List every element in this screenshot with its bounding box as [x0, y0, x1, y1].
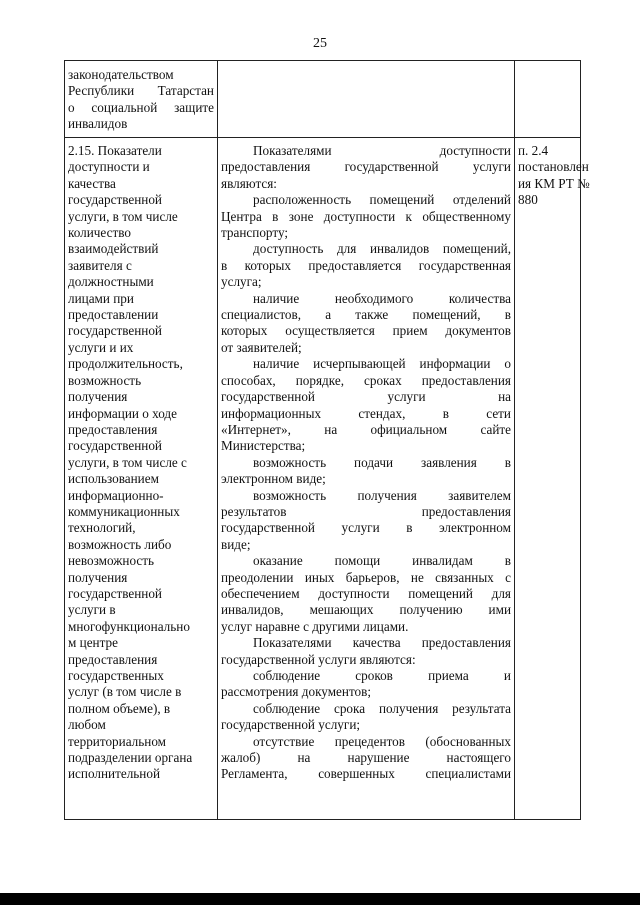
text-line: оказание помощи инвалидам в: [253, 553, 511, 569]
text-line: от заявителей;: [221, 339, 302, 355]
row1-col2-cell: [218, 61, 515, 138]
page-number: 25: [313, 36, 327, 51]
row2-col2-text: [221, 143, 511, 783]
text-line: государственной: [68, 192, 162, 208]
text-line: постановлен: [518, 159, 589, 175]
text-line: услуги, в том числе с: [68, 454, 187, 470]
row1-col1-text: [68, 67, 214, 133]
row2-col2-cell: [218, 138, 515, 820]
text-line: Показателями качества предоставления: [253, 635, 511, 651]
text-line: предоставления: [68, 421, 158, 437]
table-row: [65, 61, 581, 138]
text-line: государственной: [68, 323, 162, 339]
text-line: коммуникационных: [68, 503, 180, 519]
text-line: услуг наравне с другими лицами.: [221, 618, 409, 634]
text-line: виде;: [221, 536, 251, 552]
text-line: о социальной защите: [68, 99, 214, 115]
text-line: должностными: [68, 274, 154, 290]
regulation-table: [64, 60, 590, 820]
text-line: законодательством: [68, 67, 174, 82]
text-line: невозможность: [68, 553, 154, 569]
text-line: м центре: [68, 635, 118, 651]
text-line: Центра в зоне доступности к общественному: [221, 208, 511, 224]
text-line: специалистов, а также помещений, в: [221, 307, 511, 323]
text-line: наличие исчерпывающей информации о: [253, 356, 511, 372]
text-line: использованием: [68, 471, 159, 487]
text-line: заявителя с: [68, 257, 132, 273]
text-line: качества: [68, 175, 116, 191]
text-line: полном объеме), в: [68, 700, 171, 716]
text-line: рассмотрения документов;: [221, 684, 372, 700]
text-line: способах, порядке, сроках предоставления: [221, 372, 511, 388]
text-line: предоставлении: [68, 307, 159, 323]
text-line: соблюдение срока получения результата: [253, 700, 511, 716]
text-line: государственной услуги;: [221, 717, 361, 733]
text-line: получения: [68, 569, 128, 585]
row2-col3-cell: [515, 138, 590, 820]
row2-col1-cell: [65, 138, 218, 820]
scan-bottom-edge: [0, 893, 640, 905]
text-line: технологий,: [68, 520, 136, 536]
text-line: взаимодействий: [68, 241, 159, 257]
text-line: расположенность помещений отделений: [253, 192, 511, 208]
text-line: результатов предоставления: [221, 503, 511, 519]
text-line: государственной услуги являются:: [221, 651, 416, 667]
text-line: преодолении иных барьеров, не связанных с: [221, 569, 511, 585]
text-line: которых осуществляется прием документов: [221, 323, 511, 339]
row1-col3-cell: [515, 61, 581, 138]
text-line: услуг (в том числе в: [68, 684, 182, 700]
text-line: ия КМ РТ №: [518, 175, 590, 191]
text-line: являются:: [221, 175, 277, 191]
text-line: государственной услуги на: [221, 389, 511, 405]
text-line: информационно-: [68, 487, 164, 503]
text-line: территориальном: [68, 733, 167, 749]
text-line: «Интернет», на официальном сайте: [221, 421, 511, 437]
text-line: услуги и их: [68, 339, 134, 355]
text-line: информации о ходе: [68, 405, 177, 421]
text-line: возможность: [68, 372, 142, 388]
text-line: Регламента, совершенных специалистами: [221, 766, 511, 782]
text-line: государственной: [68, 585, 162, 601]
text-line: государственной: [68, 438, 162, 454]
text-line: количество: [68, 225, 131, 241]
text-line: возможность либо: [68, 536, 172, 552]
text-line: предоставления государственной услуги: [221, 159, 511, 175]
row1-col1-cell: [65, 61, 218, 138]
text-line: Министерства;: [221, 438, 306, 454]
text-line: государственной услуги в электронном: [221, 520, 511, 536]
text-line: услуга;: [221, 274, 262, 290]
text-line: 2.15. Показатели: [68, 143, 162, 158]
text-line: подразделении органа: [68, 750, 193, 766]
text-line: предоставления: [68, 651, 158, 667]
text-line: наличие необходимого количества: [253, 290, 511, 306]
text-line: возможность получения заявителем: [253, 487, 511, 503]
text-line: исполнительной: [68, 766, 161, 782]
text-line: в которых предоставляется государственная: [221, 257, 511, 273]
text-line: соблюдение сроков приема и: [253, 668, 511, 683]
text-line: получения: [68, 389, 128, 405]
table-row: [65, 138, 581, 820]
text-line: многофункционально: [68, 618, 190, 634]
text-line: услуги в: [68, 602, 116, 618]
text-line: информационных стендах, в сети: [221, 405, 511, 421]
text-line: инвалидов: [68, 116, 128, 132]
text-line: 880: [518, 192, 538, 208]
text-line: обеспечением доступности помещений для: [221, 585, 511, 601]
text-line: жалоб) на нарушение настоящего: [221, 750, 511, 766]
text-line: отсутствие прецедентов (обоснованных: [253, 733, 511, 749]
text-line: Республики Татарстан: [68, 83, 214, 99]
text-line: любом: [68, 717, 106, 733]
text-line: услуги, в том числе: [68, 208, 178, 224]
text-line: государственных: [68, 668, 164, 683]
text-line: транспорту;: [221, 225, 289, 241]
row2-col1-text: [68, 143, 214, 783]
text-line: электронном виде;: [221, 471, 326, 487]
text-line: п. 2.4: [518, 143, 549, 158]
text-line: продолжительность,: [68, 356, 183, 372]
text-line: доступности и: [68, 159, 150, 175]
row2-col3-text: [518, 143, 590, 209]
text-line: лицами при: [68, 290, 134, 306]
text-line: Показателями доступности: [253, 143, 511, 158]
text-line: инвалидов, мешающих получению ими: [221, 602, 511, 618]
text-line: доступность для инвалидов помещений,: [253, 241, 511, 257]
text-line: возможность подачи заявления в: [253, 454, 511, 470]
